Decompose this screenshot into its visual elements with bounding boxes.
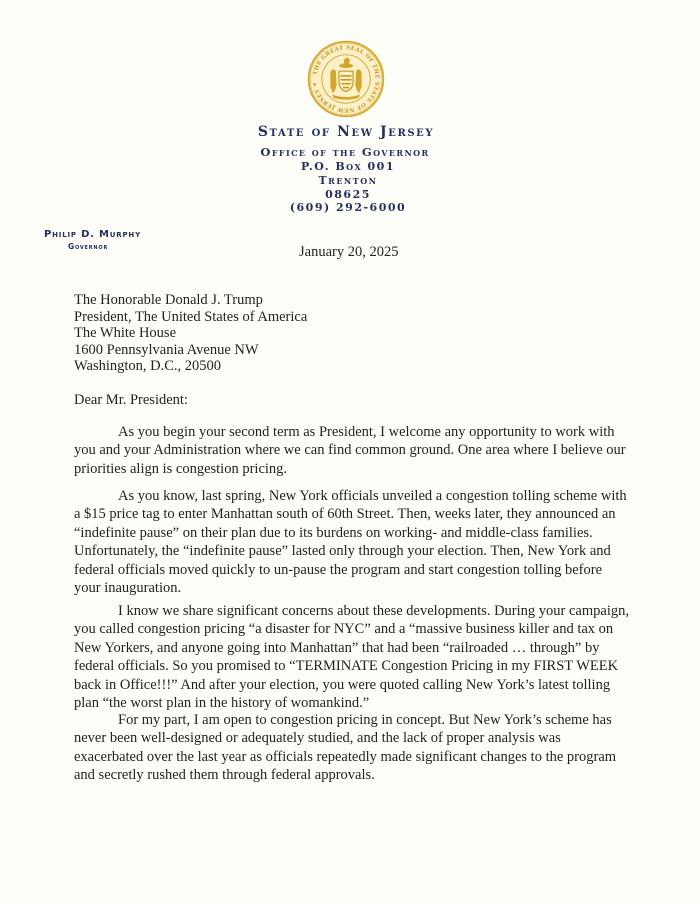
salutation: Dear Mr. President: — [74, 392, 188, 408]
state-seal-icon — [307, 40, 385, 118]
letter-date: January 20, 2025 — [299, 244, 399, 260]
body-paragraph: As you begin your second term as President, I welcome any opportunity to work with you and your Administration where we can find common ground. One area where I believe our priorities align is congestion pricing. — [74, 424, 626, 477]
letterhead-city: Trenton — [318, 174, 378, 187]
sender-title: Governor — [68, 242, 109, 251]
letterhead-office: Office of the Governor — [260, 145, 430, 159]
body-paragraph: I know we share significant concerns about these developments. During your campaign, you called congestion pricing “a disaster for NYC” and a “massive business killer and tax on New Yorkers, and anyone going into Manhattan” that had been “railroaded … through” by federal officials. So you promised to “TERMINATE Congestion Pricing in my FIRST WEEK back in Office!!!” And after your election, you were quoted calling New York’s latest tolling plan “the worst plan in the history of womankind.” — [74, 603, 629, 712]
body-paragraph: As you know, last spring, New York officials unveiled a congestion tolling scheme with a $15 price tag to enter Manhattan south of 60th Street. Then, weeks later, they announced an “indefinite pause” on their plan due to its burdens on working- and middle-class families. Unfortunately, the “indefinite pause” lasted only through your election. Then, New York and federal officials moved quickly to un-pause the program and start congestion tolling before your inauguration. — [74, 488, 627, 597]
sender-name: Philip D. Murphy — [44, 229, 141, 240]
recipient-line: The White House — [74, 325, 177, 342]
letterhead-zip: 08625 — [325, 188, 371, 201]
recipient-line: 1600 Pennsylvania Avenue NW — [74, 341, 259, 358]
recipient-address — [74, 292, 307, 375]
recipient-line: The Honorable Donald J. Trump — [74, 292, 263, 308]
recipient-line: President, The United States of America — [74, 308, 308, 325]
letterhead-po-box: P.O. Box 001 — [300, 160, 395, 173]
recipient-line: Washington, D.C., 20500 — [74, 358, 222, 375]
svg-text:THE GREAT SEAL OF THE STATE OF: THE GREAT SEAL OF THE STATE OF NEW JERSEY ✦ — [312, 45, 380, 113]
letterhead-phone: (609) 292-6000 — [289, 201, 407, 214]
letterhead-state: State of New Jersey — [257, 124, 435, 140]
body-paragraph: For my part, I am open to congestion pricing in concept. But New York’s scheme has never been well-designed or adequately studied, and the lack of proper analysis was exacerbated over the last year as officials repeatedly made significant changes to the program and secretly rushed them through federal approvals. — [74, 712, 617, 784]
